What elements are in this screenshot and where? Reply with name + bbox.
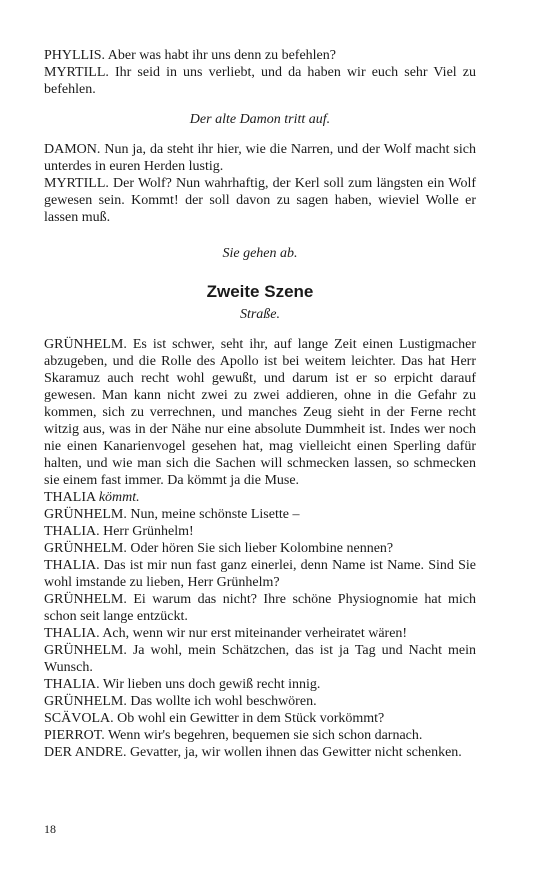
dialogue-line-thalia: THALIA. Ach, wenn wir nur erst miteinander verheiratet wären! xyxy=(44,626,408,641)
dialogue-line-thalia: THALIA. Herr Grünhelm! xyxy=(44,524,194,539)
speaker-name: THALIA xyxy=(44,490,99,505)
dialogue-line-thalia-entrance xyxy=(44,489,476,506)
dialogue-line-scaevola: SCÄVOLA. Ob wohl ein Gewitter in dem Stück vorkömmt? xyxy=(44,711,385,726)
stage-direction-inline: kömmt. xyxy=(98,490,140,505)
page-number: 18 xyxy=(44,822,56,836)
dialogue-line-thalia: THALIA. Das ist mir nun fast ganz einerlei, denn Name ist Name. Sind Sie wohl imstande zu lieben, Herr Grünhelm? xyxy=(44,558,476,590)
dialogue-line-myrtill: MYRTILL. Der Wolf? Nun wahrhaftig, der Kerl soll zum längsten ein Wolf gewesen sein. Kommt! der soll davon zu sagen haben, wieviel Wolle er lassen muß. xyxy=(44,176,476,225)
stage-direction: Der alte Damon tritt auf. xyxy=(189,112,331,127)
dialogue-line-pierrot: PIERROT. Wenn wir's begehren, bequemen sie sich schon darnach. xyxy=(44,728,423,743)
dialogue-line-der-andre: DER ANDRE. Gevatter, ja, wir wollen ihnen das Gewitter nicht schenken. xyxy=(44,745,462,760)
dialogue-line-gruenhelm: GRÜNHELM. Nun, meine schönste Lisette – xyxy=(44,507,300,522)
text-block xyxy=(44,47,476,761)
scene-heading: Zweite Szene xyxy=(206,282,314,301)
dialogue-line-damon: DAMON. Nun ja, da steht ihr hier, wie die Narren, und der Wolf macht sich unterdes in euren Herden lustig. xyxy=(44,142,476,174)
dialogue-line-myrtill: MYRTILL. Ihr seid in uns verliebt, und da haben wir euch sehr Viel zu befehlen. xyxy=(44,65,476,97)
scene-location: Straße. xyxy=(239,307,281,322)
dialogue-line-thalia: THALIA. Wir lieben uns doch gewiß recht innig. xyxy=(44,677,321,692)
stage-direction: Sie gehen ab. xyxy=(222,246,298,261)
dialogue-line-gruenhelm: GRÜNHELM. Ja wohl, mein Schätzchen, das ist ja Tag und Nacht mein Wunsch. xyxy=(44,643,476,675)
dialogue-line-gruenhelm: GRÜNHELM. Das wollte ich wohl beschwören. xyxy=(44,694,317,709)
dialogue-line-gruenhelm: GRÜNHELM. Oder hören Sie sich lieber Kolombine nennen? xyxy=(44,541,394,556)
dialogue-line-gruenhelm: GRÜNHELM. Ei warum das nicht? Ihre schöne Physiognomie hat mich schon seit lange entzückt. xyxy=(44,592,476,624)
dialogue-line-gruenhelm: GRÜNHELM. Es ist schwer, seht ihr, auf lange Zeit einen Lustigmacher abzugeben, und die Rolle des Apollo ist bei weitem leichter. Das hat Herr Skaramuz auch recht wohl gewußt, und darum ist er so erpicht darauf gewesen. Man kann nicht zwei zu zwei addieren, ohne in die Gefahr zu kommen, sich zu verrechnen, und manches Zeug sieht in der Ferne recht witzig aus, was in der Nähe nur eine absolute Dummheit ist. Indes wer noch nie einen Kanarienvogel gesehen hat, mag vielleicht einen Sperling dafür halten, und wie man sich die Sachen will schmecken lassen, so schmecken sie einem fast immer. Da kömmt ja die Muse. xyxy=(44,337,476,488)
dialogue-line-phyllis: PHYLLIS. Aber was habt ihr uns denn zu befehlen? xyxy=(44,48,336,63)
